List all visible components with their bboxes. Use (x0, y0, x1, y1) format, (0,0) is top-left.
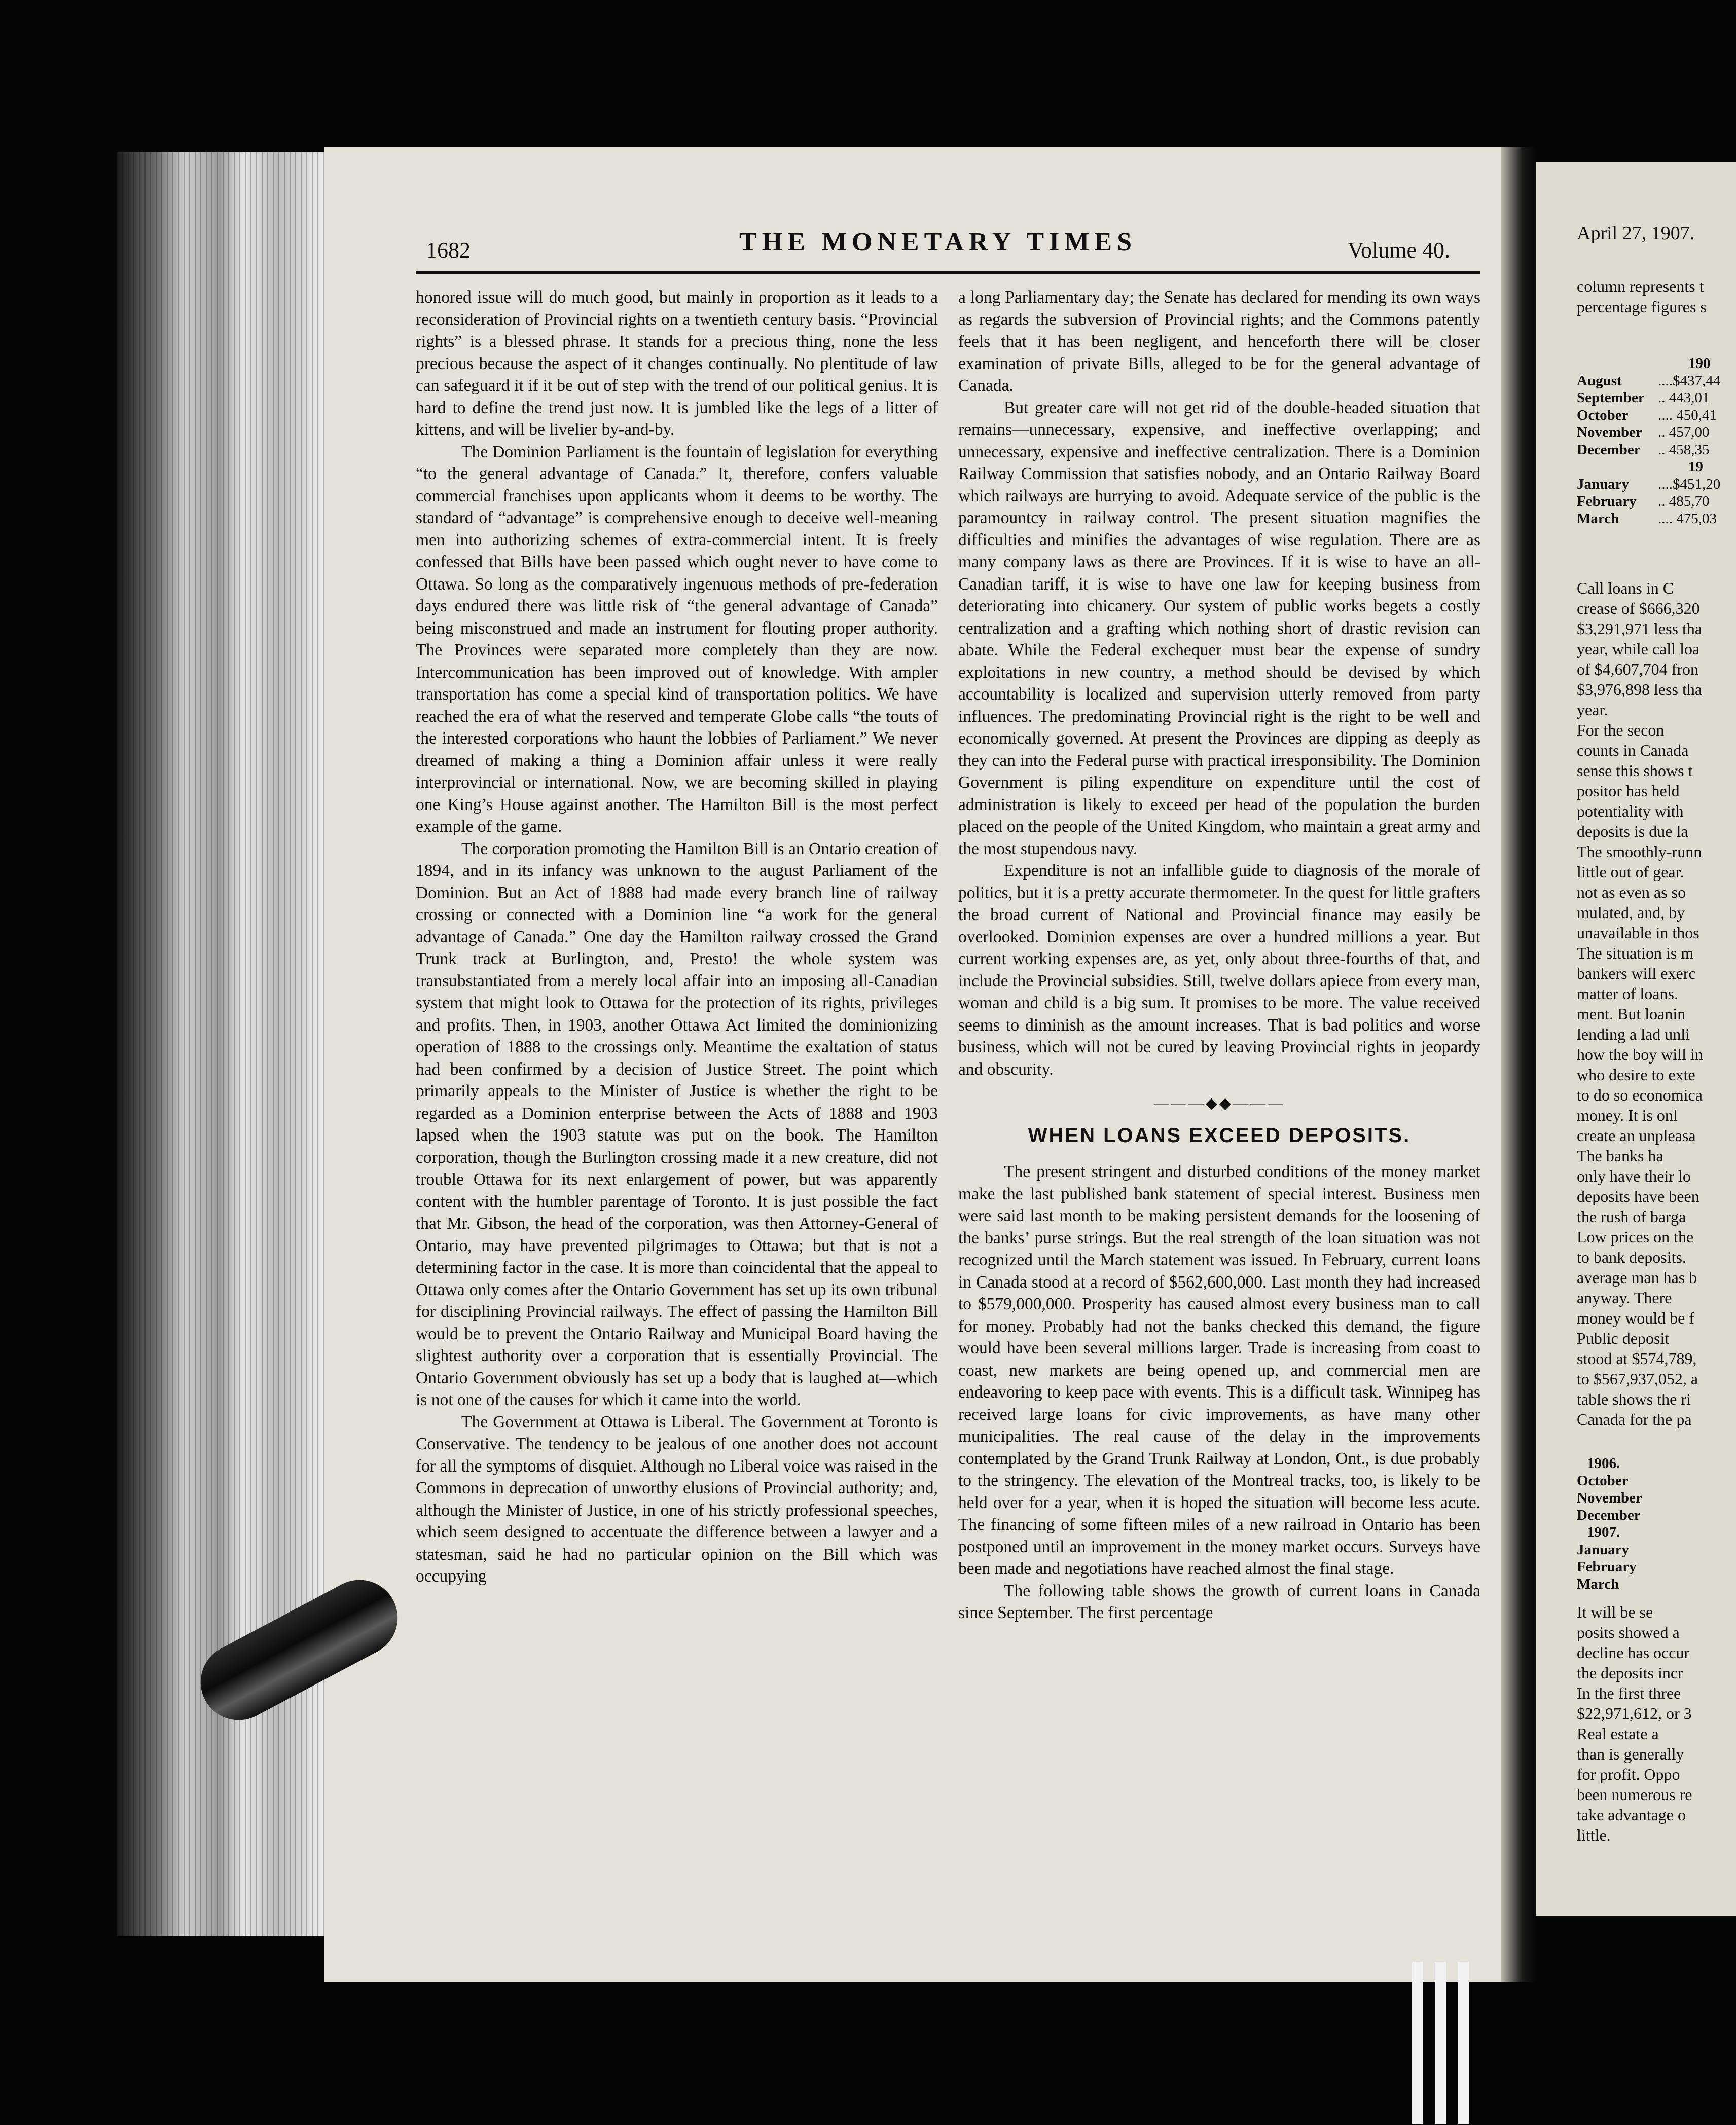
page-number: 1682 (426, 238, 471, 263)
table-month: February (1577, 1559, 1637, 1575)
paragraph: The corporation promoting the Hamilton Bill is an Ontario creation of 1894, and in its infancy was unknown to the august Parliament of the Dominion. But an Act of 1888 had made every branch line of railway crossing or connected with a Dominion line “a work for the general advantage of Canada.” One day the Hamilton railway crossed the Grand Trunk track at Burlington, and, Presto! the whole system was transubstantiated from a merely local affair into an imposing all-Canadian system that might look to Ottawa for the protection of its rights, privileges and profits. Then, in 1903, another Ottawa Act limited the dominionizing operation of 1888 to the crossings only. Meantime the exaltation of status had been confirmed by a decision of Justice Street. The point which primarily appeals to the Minister of Justice is whether the right to be regarded as a Dominion enterprise between the Acts of 1888 and 1903 lapsed when the 1903 statute was put on the book. The Hamilton corporation, though the Burlington crossing made it a new creature, did not trouble Ottawa for its next enlargement of power, but was apparently content with the humbler parentage of Toronto. It is just possible the fact that Mr. Gibson, the head of the corporation, was then Attorney-General of Ontario, may have prevented pilgrimages to Ottawa; but that is not a determining factor in the case. It is more than coincidental that the appeal to Ottawa only comes after the Ontario Government has set up its own tribunal for disciplining Provincial railways. The effect of passing the Hamilton Bill would be to prevent the Ontario Railway and Municipal Board having the slightest authority over a corporation that is essentially Provincial. The Ontario Government obviously has set up a body that is laughed at—which is not one of the causes for which it came into the world. (416, 839, 938, 1409)
text-line: table shows the ri (1577, 1390, 1691, 1408)
text-line: for profit. Oppo (1577, 1765, 1680, 1783)
text-line: mulated, and, by (1577, 903, 1685, 922)
text-line: The smoothly-runn (1577, 842, 1702, 861)
text-line: year. (1577, 701, 1608, 719)
right-top-lines (1577, 276, 1736, 317)
text-line: positor has held (1577, 782, 1680, 800)
text-line: ment. But loanin (1577, 1005, 1686, 1023)
right-page-date: April 27, 1907. (1577, 223, 1695, 243)
text-line: to $567,937,052, a (1577, 1370, 1698, 1388)
table-row (1577, 475, 1736, 493)
text-line: take advantage o (1577, 1806, 1686, 1824)
paragraph: honored issue will do much good, but mainly in proportion as it leads to a reconsideration of Provincial rights on a twentieth century basis. “Provincial rights” is a blessed phrase. It stands for a precious thing, none the less precious because the aspect of it changes continually. No plentitude of law can safeguard it if it be out of step with the trend of our political genius. It is hard to define the trend just now. It is jumbled like the legs of a litter of kittens, and will be livelier by-and-by. (416, 288, 938, 439)
table-year: 19 (1688, 459, 1703, 475)
table-value: .. 485,70 (1658, 493, 1710, 509)
text-line: Low prices on the (1577, 1228, 1694, 1246)
table-row (1577, 441, 1736, 458)
table-value: .. 458,35 (1658, 442, 1710, 458)
section-ornament: ———◆◆——— (1153, 1095, 1285, 1112)
volume-label: Volume 40. (1347, 238, 1450, 263)
table-month: January (1577, 476, 1630, 492)
loans-table (1577, 355, 1736, 527)
text-line: $3,291,971 less tha (1577, 619, 1703, 638)
text-line: been numerous re (1577, 1785, 1692, 1804)
paragraph: Expenditure is not an infallible guide to diagnosis of the morale of politics, but it is a pretty accurate thermometer. In the quest for little grafters the broad current of National and Provincial finance may easily be overlooked. Dominion expenses are over a hundred millions a year. But current working expenses are, as yet, only about three-fourths of that, and include the Provincial subsidies. Still, twelve dollars apiece from every man, woman and child is a big sum. It promises to be more. The value received seems to diminish as the amount increases. That is bad politics and worse business, which will not be cured by leaving Provincial rights in jeopardy and obscurity. (958, 861, 1480, 1079)
table-month: March (1577, 1576, 1619, 1592)
table-month: October (1577, 407, 1629, 423)
text-line: potentiality with (1577, 802, 1684, 820)
table-month: November (1577, 424, 1642, 441)
table-row (1577, 389, 1736, 407)
text-line: money would be f (1577, 1309, 1694, 1327)
table-value: .. 457,00 (1658, 424, 1710, 441)
text-line: crease of $666,320 (1577, 599, 1700, 617)
text-line: deposits is due la (1577, 822, 1688, 840)
table-row (1577, 407, 1736, 424)
table-row (1577, 372, 1736, 389)
text-line: $22,971,612, or 3 (1577, 1704, 1692, 1723)
text-line: the rush of barga (1577, 1207, 1686, 1226)
text-line: not as even as so (1577, 883, 1686, 901)
text-line: only have their lo (1577, 1167, 1691, 1185)
text-line: deposits have been (1577, 1187, 1699, 1205)
text-line: unavailable in thos (1577, 924, 1699, 942)
middle-column (958, 286, 1480, 1624)
paragraph: The Government at Ottawa is Liberal. The Government at Toronto is Conservative. The tendency to be jealous of one another does not account for all the symptoms of disquiet. Although no Liberal voice was raised in the Commons in deprecation of unworthy elusions of Provincial authority; and, although the Minister of Justice, in one of his strictly professional speeches, which seem designed to accentuate the difference between a lawyer and a statesman, said he had no particular opinion on the Bill which was occupying (416, 1412, 938, 1586)
text-line: counts in Canada (1577, 741, 1689, 759)
text-line: who desire to exte (1577, 1066, 1695, 1084)
book-gutter (1501, 147, 1536, 1982)
text-line: Real estate a (1577, 1725, 1659, 1743)
text-line: stood at $574,789, (1577, 1349, 1697, 1368)
text-line: The banks ha (1577, 1147, 1663, 1165)
paragraph: a long Parliamentary day; the Senate has declared for mending its own ways as regards the subversion of Provincial rights; and the Commons patently feels that it has been negligent, and henceforth there will be closer examination of private Bills, alleged to be for the general advantage of Canada. (958, 288, 1480, 395)
table-month: February (1577, 493, 1637, 509)
table-row (1577, 510, 1736, 527)
table-year: 1906. (1587, 1455, 1620, 1472)
table-month: September (1577, 390, 1645, 406)
right-bottom-lines (1577, 1602, 1736, 1845)
text-line: Canada for the pa (1577, 1410, 1692, 1428)
table-value: .. 443,01 (1658, 390, 1710, 406)
text-line: to do so economica (1577, 1086, 1703, 1104)
text-line: the deposits incr (1577, 1664, 1683, 1682)
text-line: For the secon (1577, 721, 1665, 739)
table-year: 190 (1688, 355, 1711, 372)
text-line: matter of loans. (1577, 984, 1678, 1003)
text-line: Public deposit (1577, 1329, 1670, 1347)
text-line: The situation is m (1577, 944, 1694, 962)
text-line: how the boy will in (1577, 1045, 1703, 1064)
text-line: little. (1577, 1826, 1611, 1844)
table-value: .... 450,41 (1658, 407, 1717, 423)
table-month: November (1577, 1490, 1642, 1506)
text-line: posits showed a (1577, 1623, 1680, 1641)
text-line: column represents t (1577, 277, 1704, 296)
text-line: lending a lad unli (1577, 1025, 1690, 1043)
deposits-table (1577, 1455, 1736, 1593)
text-line: It will be se (1577, 1603, 1653, 1621)
table-month: December (1577, 1507, 1641, 1523)
text-line: little out of gear. (1577, 863, 1684, 881)
text-line: anyway. There (1577, 1289, 1672, 1307)
film-bar (1458, 1962, 1469, 2124)
table-month: March (1577, 510, 1619, 527)
paragraph: The Dominion Parliament is the fountain of legislation for everything “to the general advantage of Canada.” It, therefore, confers valuable commercial franchises upon applicants whom it deems to be worthy. The standard of “advantage” is comprehensive enough to deceive well-meaning men into authorizing schemes of extra-commercial intent. It is freely confessed that Bills have been passed which ought never to have come to Ottawa. So long as the comparatively ingenuous methods of pre-federation days endured there was little risk of “the general advantage of Canada” being misconstrued and made an instrument for flouting proper authority. The Provinces were separated more completely than they are now. Intercommunication has been improved out of knowledge. With ampler transportation has come a special kind of transportation politics. We have reached the era of what the reserved and temperate Globe calls “the touts of the interested corporations who haunt the lobbies of Parliament.” We never dreamed of making a thing a Dominion affair unless it were really interprovincial or international. Now, we are becoming skilled in playing one King’s House against another. The Hamilton Bill is the most perfect example of the game. (416, 442, 938, 836)
table-year: 1907. (1587, 1524, 1620, 1541)
table-row (1577, 424, 1736, 441)
text-line: $3,976,898 less tha (1577, 680, 1703, 699)
film-bar (1435, 1962, 1446, 2124)
table-value: ....$437,44 (1658, 373, 1721, 389)
text-line: Call loans in C (1577, 579, 1674, 597)
text-line: sense this shows t (1577, 761, 1693, 780)
table-month: December (1577, 442, 1641, 458)
text-line: decline has occur (1577, 1643, 1690, 1662)
paragraph: The following table shows the growth of current loans in Canada since September. The first percentage (958, 1581, 1480, 1622)
text-line: than is generally (1577, 1745, 1684, 1763)
text-line: bankers will exerc (1577, 964, 1696, 982)
text-line: year, while call loa (1577, 640, 1700, 658)
text-line: In the first three (1577, 1684, 1681, 1702)
right-mid-lines (1577, 578, 1736, 1430)
header-rule (416, 271, 1480, 274)
paragraph: But greater care will not get rid of the double-headed situation that remains—unnecessary, expensive, and ineffective overlapping; and unnecessary, expensive and ineffective centralization. There is a Dominion Railway Commission that satisfies nobody, and an Ontario Railway Board which railways are hurrying to avoid. Adequate service of the public is the paramountcy in railway control. The present situation magnifies the difficulties and minifies the advantages of wise regulation. There are as many company laws as there are Provinces. If it is wise to have an all-Canadian tariff, it is wise to have one law for keeping business from deteriorating into chicanery. Our system of public works begets a costly centralization and a grafting which nothing short of drastic revision can abate. While the Federal exchequer must bear the expense of sundry exploitations in new country, a method should be devised by which accountability is localized and supervision utterly removed from party influences. The predominating Provincial right is the right to be well and economically governed. At present the Provinces are dipping as deeply as they can into the Federal purse with practical irresponsibility. The Dominion Government is piling expenditure on expenditure until the cost of administration is likely to exceed per head of the population the burden placed on the people of the United Kingdom, who maintain a great army and the most stupendous navy. (958, 398, 1480, 858)
masthead-title: THE MONETARY TIMES (739, 228, 1137, 257)
table-month: January (1577, 1542, 1630, 1558)
text-line: percentage figures s (1577, 298, 1707, 316)
text-line: average man has b (1577, 1268, 1697, 1287)
table-value: .... 475,03 (1658, 510, 1717, 527)
left-column (416, 286, 938, 1588)
section-heading: WHEN LOANS EXCEED DEPOSITS. (1028, 1124, 1411, 1147)
table-month: August (1577, 373, 1622, 389)
text-line: money. It is onl (1577, 1106, 1678, 1124)
film-bar (1412, 1962, 1423, 2124)
table-value: ....$451,20 (1658, 476, 1721, 492)
table-row (1577, 493, 1736, 510)
running-head (426, 227, 1450, 263)
text-line: of $4,607,704 fron (1577, 660, 1698, 678)
text-line: to bank deposits. (1577, 1248, 1686, 1266)
paragraph: The present stringent and disturbed conditions of the money market make the last published bank statement of special interest. Business men were said last month to be making persistent demands for the loosening of the banks’ purse strings. But the real strength of the loan situation was not recognized until the March statement was issued. In February, current loans in Canada stood at a record of $562,600,000. Last month they had increased to $579,000,000. Prosperity has caused almost every business man to call for money. Probably had not the banks checked this demand, the figure would have been several millions larger. Trade is increasing from coast to coast, new markets are being opened up, and commercial men are endeavoring to keep pace with events. This is a difficult task. Winnipeg has received large loans for civic improvements, as have many other municipalities. The real cause of the delay in the improvements contemplated by the Grand Trunk Railway at London, Ont., is due probably to the stringency. The elevation of the Montreal tracks, too, is likely to be held over for a year, when it is hoped the situation will become less acute. The financing of some fifteen miles of a new railroad in Ontario has been postponed until an improvement in the money market occurs. Surveys have been made and negotiations have reached almost the final stage. (958, 1162, 1480, 1578)
table-month: October (1577, 1473, 1629, 1489)
text-line: create an unpleasa (1577, 1126, 1696, 1145)
